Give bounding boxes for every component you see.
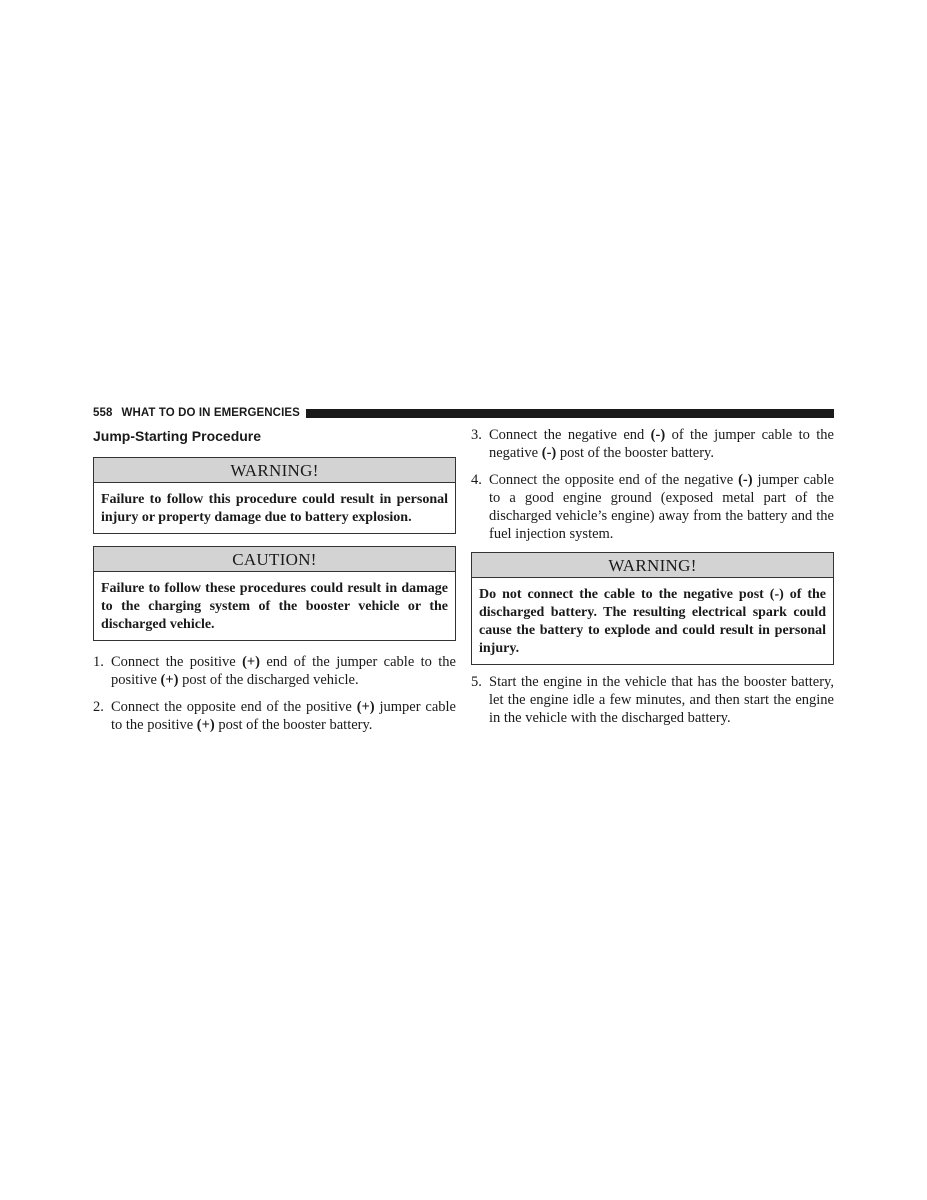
- step-text: post of the booster battery.: [214, 716, 373, 733]
- steps-list-right: [471, 426, 834, 544]
- steps-list-right-2: [471, 673, 834, 728]
- page-number: 558: [93, 407, 113, 419]
- step-text: Connect the opposite end of the positive: [111, 698, 357, 715]
- step-text: Start the engine in the vehicle that has the booster battery, let the engine idle a few minutes, and then start the engine in the vehicle with the discharged battery.: [489, 673, 834, 727]
- warning-box: [93, 457, 456, 534]
- warning-heading: WARNING!: [94, 458, 455, 483]
- step-text: jumper cable to a good engine ground (exposed metal part of the discharged vehicle’s engine) away from the battery and the fuel injection system.: [489, 471, 834, 543]
- step-number: 5.: [471, 673, 482, 690]
- section-name: WHAT TO DO IN EMERGENCIES: [121, 407, 300, 419]
- step-item: [471, 471, 834, 544]
- step-text: Connect the negative end: [489, 427, 651, 443]
- step-item: [471, 673, 834, 728]
- step-text: Connect the positive: [111, 654, 243, 670]
- caution-text: Failure to follow these procedures could result in damage to the charging system of the booster vehicle or the discharged vehicle.: [101, 581, 448, 632]
- step-text: end of the jumper cable to the positive: [111, 654, 456, 689]
- step-item: [93, 653, 456, 690]
- header-rule: [306, 409, 834, 418]
- step-symbol: (+): [356, 698, 375, 715]
- step-number: 3.: [471, 427, 482, 443]
- section-title: Jump-Starting Procedure: [93, 428, 262, 444]
- step-number: 2.: [93, 698, 104, 715]
- step-item: [93, 698, 456, 735]
- left-column: [93, 426, 456, 742]
- caution-box: [93, 546, 456, 641]
- caution-heading: CAUTION!: [94, 547, 455, 572]
- step-symbol: (-): [738, 471, 753, 488]
- warning-box-2: [471, 552, 834, 665]
- step-text: of the jumper cable to the negative: [489, 427, 834, 462]
- warning-text: Failure to follow this procedure could result in personal injury or property damage due to battery explosion.: [101, 492, 448, 525]
- step-symbol: (-): [541, 445, 557, 462]
- step-text: post of the booster battery.: [556, 445, 714, 462]
- right-column: [471, 426, 834, 736]
- step-item: [471, 426, 834, 463]
- steps-list-left: [93, 653, 456, 734]
- warning-text-2: Do not connect the cable to the negative post (-) of the discharged battery. The resulting electrical spark could cause the battery to explode and could result in personal injury.: [479, 586, 826, 656]
- step-text: jumper cable to the positive: [111, 698, 456, 733]
- page-header: [93, 405, 834, 421]
- step-number: 1.: [93, 654, 104, 670]
- step-symbol: (+): [242, 654, 260, 670]
- step-symbol: (+): [196, 716, 215, 733]
- step-text: post of the discharged vehicle.: [178, 672, 359, 689]
- step-symbol: (+): [160, 672, 179, 689]
- step-text: Connect the opposite end of the negative: [489, 471, 739, 488]
- warning-heading-2: WARNING!: [472, 553, 833, 578]
- step-number: 4.: [471, 471, 482, 488]
- step-symbol: (-): [650, 427, 666, 443]
